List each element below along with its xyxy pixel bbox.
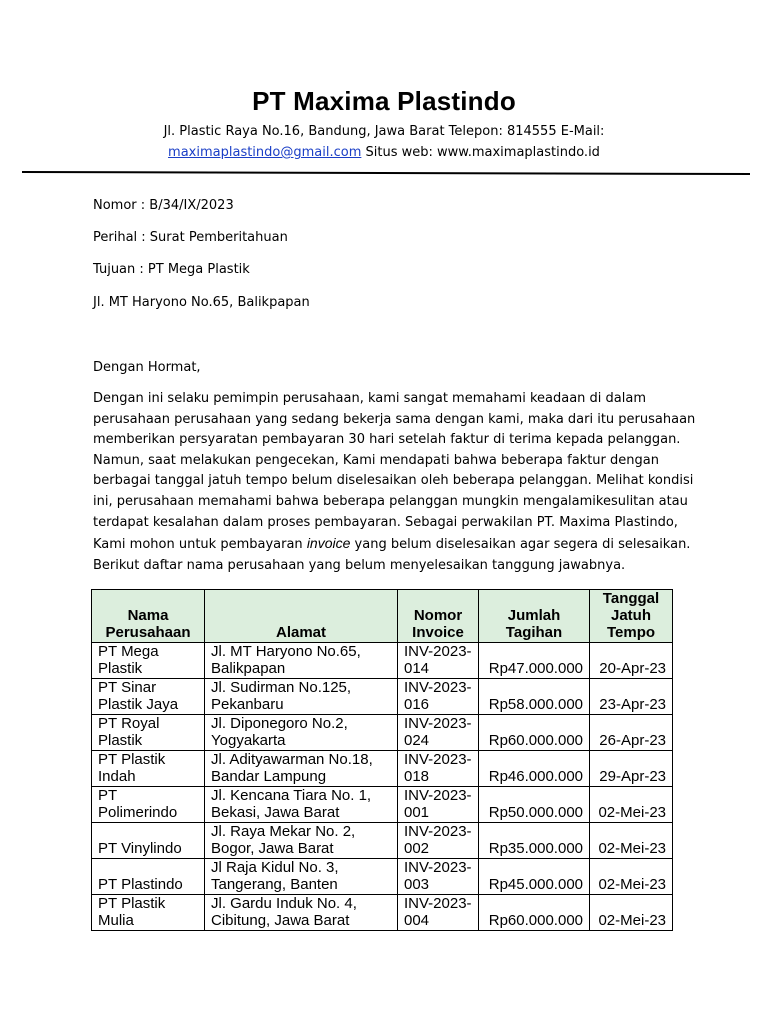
cell-tanggal: 23-Apr-23 [590, 679, 673, 715]
body-line: Berikut daftar nama perusahaan yang belum menyelesaikan tanggung jawabnya. [93, 557, 626, 573]
cell-nama: PT Mega Plastik [92, 643, 205, 679]
cell-nama: PT Plastindo [92, 859, 205, 895]
company-address: Jl. Plastic Raya No.16, Bandung, Jawa Barat Telepon: 814555 E-Mail: [163, 124, 605, 139]
body-line: perusahaan perusahaan yang sedang bekerja sama dengan kami, maka dari itu perusahaan [93, 411, 696, 427]
company-name: PT Maxima Plastindo [252, 86, 516, 116]
cell-alamat: Jl. Gardu Induk No. 4, Cibitung, Jawa Barat [205, 895, 398, 931]
body-line [93, 533, 691, 556]
cell-alamat: Jl. Diponegoro No.2, Yogyakarta [205, 715, 398, 751]
table-row [92, 895, 673, 931]
cell-alamat: Jl. Kencana Tiara No. 1, Bekasi, Jawa Barat [205, 787, 398, 823]
cell-alamat: Jl. Adityawarman No.18, Bandar Lampung [205, 751, 398, 787]
table-row [92, 679, 673, 715]
email-link[interactable]: maximaplastindo@gmail.com [168, 145, 362, 160]
cell-tanggal: 29-Apr-23 [590, 751, 673, 787]
header-divider [22, 171, 750, 175]
cell-invoice: INV-2023-003 [398, 859, 479, 895]
letter-body [93, 389, 696, 576]
cell-alamat: Jl. MT Haryono No.65, Balikpapan [205, 643, 398, 679]
cell-nama: PT Sinar Plastik Jaya [92, 679, 205, 715]
letter-number: Nomor : B/34/IX/2023 [93, 198, 234, 213]
cell-jumlah: Rp47.000.000 [479, 643, 590, 679]
body-line: Namun, saat melakukan pengecekan, Kami mendapati bahwa beberapa faktur dengan [93, 452, 659, 468]
cell-nama: PT Royal Plastik [92, 715, 205, 751]
table-header-row [92, 590, 673, 643]
cell-tanggal: 02-Mei-23 [590, 895, 673, 931]
col-header-nomor: Nomor Invoice [398, 590, 479, 643]
body-text-part: yang belum diselesaikan agar segera di selesaikan. [350, 537, 691, 553]
letter-recipient: Tujuan : PT Mega Plastik [93, 262, 250, 277]
cell-jumlah: Rp60.000.000 [479, 715, 590, 751]
body-text-part: Kami mohon untuk pembayaran [93, 537, 307, 553]
table-row [92, 823, 673, 859]
table-row [92, 787, 673, 823]
body-line: terdapat kesalahan dalam proses pembayaran. Sebagai perwakilan PT. Maxima Plastindo, [93, 514, 678, 530]
letter-subject: Perihal : Surat Pemberitahuan [93, 230, 288, 245]
col-header-tanggal: Tanggal Jatuh Tempo [590, 590, 673, 643]
table-row [92, 715, 673, 751]
col-header-nama: Nama Perusahaan [92, 590, 205, 643]
cell-jumlah: Rp50.000.000 [479, 787, 590, 823]
body-line: berbagai tanggal jatuh tempo belum diselesaikan oleh beberapa pelanggan. Melihat kondisi [93, 473, 694, 489]
cell-jumlah: Rp45.000.000 [479, 859, 590, 895]
company-contact [0, 144, 768, 162]
cell-invoice: INV-2023-016 [398, 679, 479, 715]
table-row [92, 751, 673, 787]
cell-tanggal: 02-Mei-23 [590, 787, 673, 823]
cell-tanggal: 02-Mei-23 [590, 859, 673, 895]
salutation: Dengan Hormat, [93, 360, 201, 375]
cell-jumlah: Rp35.000.000 [479, 823, 590, 859]
cell-jumlah: Rp46.000.000 [479, 751, 590, 787]
cell-invoice: INV-2023-002 [398, 823, 479, 859]
cell-nama: PT Vinylindo [92, 823, 205, 859]
table-row [92, 859, 673, 895]
cell-alamat: Jl. Sudirman No.125, Pekanbaru [205, 679, 398, 715]
cell-invoice: INV-2023-024 [398, 715, 479, 751]
invoice-word: invoice [306, 535, 351, 552]
col-header-alamat: Alamat [205, 590, 398, 643]
cell-invoice: INV-2023-004 [398, 895, 479, 931]
recipient-address: Jl. MT Haryono No.65, Balikpapan [93, 295, 310, 310]
cell-alamat: Jl. Raya Mekar No. 2, Bogor, Jawa Barat [205, 823, 398, 859]
cell-invoice: INV-2023-014 [398, 643, 479, 679]
cell-jumlah: Rp60.000.000 [479, 895, 590, 931]
cell-alamat: Jl Raja Kidul No. 3, Tangerang, Banten [205, 859, 398, 895]
cell-nama: PT Polimerindo [92, 787, 205, 823]
cell-tanggal: 26-Apr-23 [590, 715, 673, 751]
cell-tanggal: 02-Mei-23 [590, 823, 673, 859]
cell-invoice: INV-2023-001 [398, 787, 479, 823]
invoice-table [91, 589, 673, 931]
cell-nama: PT Plastik Indah [92, 751, 205, 787]
cell-nama: PT Plastik Mulia [92, 895, 205, 931]
cell-invoice: INV-2023-018 [398, 751, 479, 787]
table-row [92, 643, 673, 679]
body-line: memberikan persyaratan pembayaran 30 hari setelah faktur di terima kepada pelanggan. [93, 432, 681, 448]
body-line: Dengan ini selaku pemimpin perusahaan, kami sangat memahami keadaan di dalam [93, 391, 647, 406]
body-line: ini, perusahaan memahami bahwa beberapa pelanggan mungkin mengalamikesulitan atau [93, 493, 688, 509]
cell-jumlah: Rp58.000.000 [479, 679, 590, 715]
cell-tanggal: 20-Apr-23 [590, 643, 673, 679]
website-text: Situs web: www.maximaplastindo.id [361, 145, 600, 160]
col-header-jumlah: Jumlah Tagihan [479, 590, 590, 643]
